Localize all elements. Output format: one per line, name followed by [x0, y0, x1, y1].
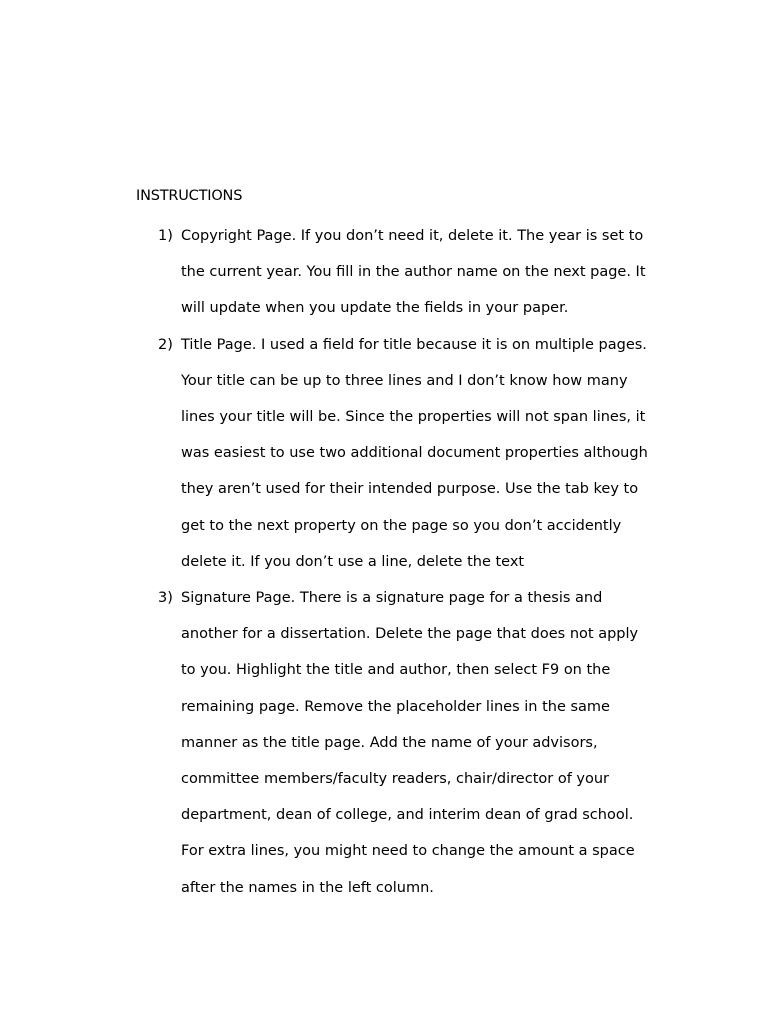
- item-line: was easiest to use two additional document properties although: [181, 445, 648, 462]
- instructions-heading: INSTRUCTIONS: [136, 188, 243, 204]
- item-line: Title Page. I used a field for title because it is on multiple pages.: [181, 336, 647, 353]
- item-line: department, dean of college, and interim dean of grad school.: [181, 807, 634, 824]
- item-line: delete it. If you don’t use a line, delete the text: [181, 553, 525, 570]
- instruction-item-title-page: [158, 327, 678, 580]
- item-line: Signature Page. There is a signature page for a thesis and: [181, 590, 603, 607]
- item-number: 3): [158, 590, 173, 607]
- item-line: remaining page. Remove the placeholder lines in the same: [181, 698, 610, 715]
- item-line: to you. Highlight the title and author, then select F9 on the: [181, 662, 611, 679]
- item-number: 1): [158, 228, 173, 244]
- instruction-item-copyright-page: [158, 218, 678, 327]
- item-line: For extra lines, you might need to change the amount a space: [181, 843, 635, 860]
- item-line: another for a dissertation. Delete the page that does not apply: [181, 626, 639, 643]
- instructions-list: [158, 218, 678, 906]
- item-line: get to the next property on the page so you don’t accidently: [181, 517, 622, 534]
- item-line: Your title can be up to three lines and I don’t know how many: [181, 372, 628, 389]
- item-line: they aren’t used for their intended purpose. Use the tab key to: [181, 481, 639, 498]
- item-line: the current year. You fill in the author name on the next page. It: [181, 264, 646, 281]
- item-line: after the names in the left column.: [181, 879, 434, 896]
- item-line: lines your title will be. Since the properties will not span lines, it: [181, 409, 646, 426]
- item-line: manner as the title page. Add the name of your advisors,: [181, 734, 598, 751]
- item-line: will update when you update the fields in your paper.: [181, 300, 569, 317]
- item-number: 2): [158, 336, 173, 353]
- instruction-item-signature-page: [158, 580, 678, 906]
- item-line: Copyright Page. If you don’t need it, delete it. The year is set to: [181, 228, 644, 244]
- item-line: committee members/faculty readers, chair/director of your: [181, 771, 610, 788]
